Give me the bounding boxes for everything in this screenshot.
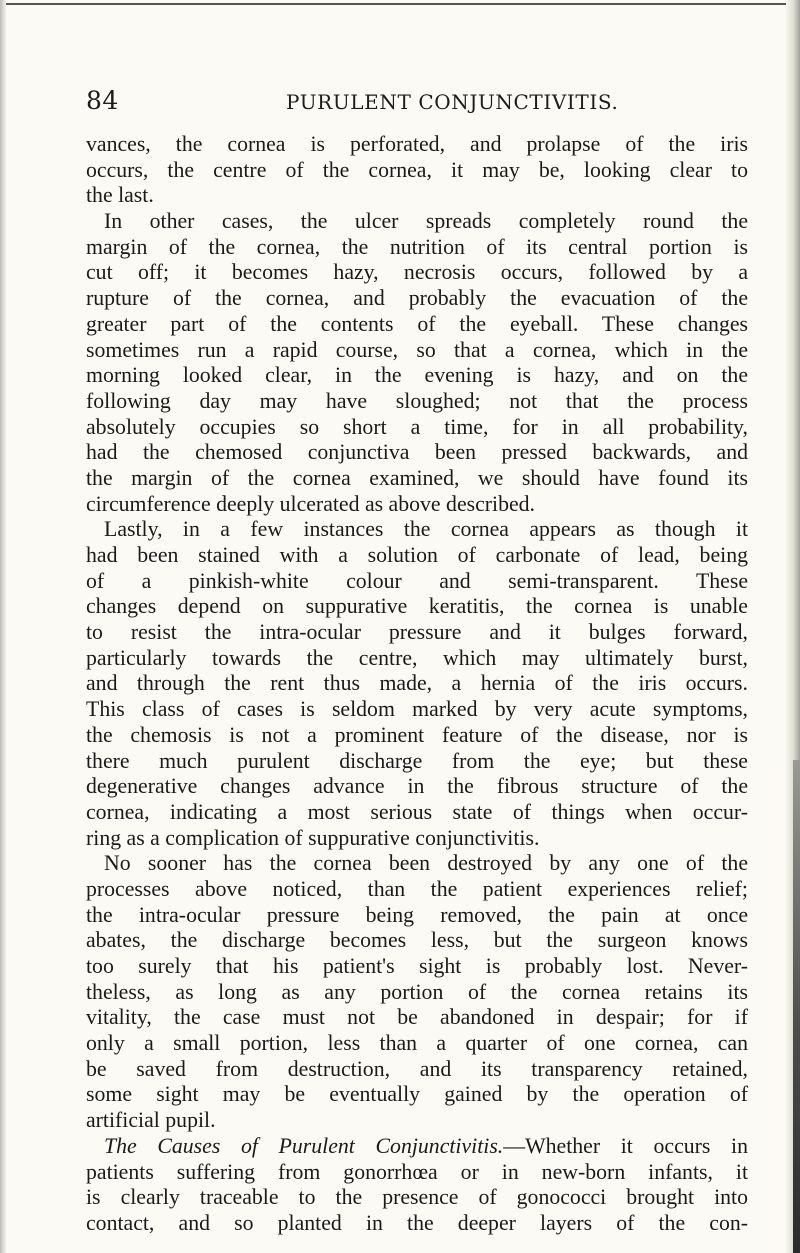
text-line: circumference deeply ulcerated as above described. — [86, 491, 536, 516]
text-line: some sight may be eventually gained by the operation of — [86, 1082, 748, 1107]
text-line: No sooner has the cornea been destroyed by any one of the — [104, 851, 748, 876]
text-line: cut off; it becomes hazy, necrosis occurs, followed by a — [86, 260, 748, 285]
text-line: is clearly traceable to the presence of gonococci brought into — [86, 1185, 748, 1210]
text-line: absolutely occupies so short a time, for in all probability, — [86, 414, 748, 439]
page-number: 84 — [86, 86, 119, 115]
running-head — [86, 84, 746, 120]
text-line: This class of cases is seldom marked by very acute symptoms, — [86, 697, 748, 722]
text-line: In other cases, the ulcer spreads completely round the — [104, 209, 748, 234]
text-line: particularly towards the centre, which may ultimately burst, — [86, 645, 748, 670]
text-line: there much purulent discharge from the eye; but these — [86, 748, 748, 773]
text-line: to resist the intra-ocular pressure and it bulges forward, — [86, 620, 748, 645]
text-line: Lastly, in a few instances the cornea appears as though it — [104, 517, 748, 542]
running-title: PURULENT CONJUNCTIVITIS. — [286, 90, 619, 114]
text-line: greater part of the contents of the eyeball. These changes — [86, 311, 748, 336]
text-line: vances, the cornea is perforated, and prolapse of the iris — [86, 132, 748, 156]
text-line: the chemosis is not a prominent feature of the disease, nor is — [86, 722, 748, 747]
text-line: sometimes run a rapid course, so that a cornea, which in the — [86, 337, 748, 362]
text-line: abates, the discharge becomes less, but the surgeon knows — [86, 928, 748, 953]
text-line: had been stained with a solution of carbonate of lead, being — [86, 543, 748, 567]
text-line: of a pinkish-white colour and semi-transparent. These — [86, 568, 748, 593]
text-line: following day may have sloughed; not that the process — [86, 388, 748, 413]
text-line: the last. — [86, 183, 154, 208]
page-gutter-shadow — [0, 0, 6, 1253]
section-heading: The Causes of Purulent Conjunctivitis. — [104, 1133, 504, 1158]
text-line: only a small portion, less than a quarter of one cornea, can — [86, 1031, 748, 1056]
text-line: had the chemosed conjunctiva been pressed backwards, and — [86, 440, 748, 465]
text-line: morning looked clear, in the evening is hazy, and on the — [86, 363, 748, 388]
text-line: patients suffering from gonorrhœa or in new-born infants, it — [86, 1159, 748, 1184]
top-edge-rule — [0, 3, 800, 5]
text-line: be saved from destruction, and its transparency retained, — [86, 1056, 748, 1081]
text-line: changes depend on suppurative keratitis, the cornea is unable — [86, 594, 748, 619]
text-line: occurs, the centre of the cornea, it may be, looking clear to — [86, 157, 748, 182]
text-line: artificial pupil. — [86, 1108, 216, 1133]
text-line: rupture of the cornea, and probably the evacuation of the — [86, 286, 748, 311]
text-line: and through the rent thus made, a hernia of the iris occurs. — [86, 671, 748, 696]
text-line: the margin of the cornea examined, we should have found its — [86, 465, 748, 490]
text-line: degenerative changes advance in the fibrous structure of the — [86, 774, 748, 799]
text-line: processes above noticed, than the patient experiences relief; — [86, 876, 748, 901]
page-edge-dark-shadow — [793, 760, 800, 1253]
section-heading-continuation: —Whether it occurs in — [503, 1133, 748, 1158]
section-heading-line — [86, 1134, 748, 1160]
text-line: ring as a complication of suppurative conjunctivitis. — [86, 825, 540, 850]
text-line: cornea, indicating a most serious state of things when occur- — [86, 799, 748, 824]
text-line: vitality, the case must not be abandoned in despair; for if — [86, 1005, 748, 1030]
text-line: margin of the cornea, the nutrition of its central portion is — [86, 234, 748, 259]
text-line: the intra-ocular pressure being removed, the pain at once — [86, 902, 748, 927]
body-text — [86, 132, 748, 1237]
text-line: too surely that his patient's sight is probably lost. Never- — [86, 954, 748, 978]
text-line: theless, as long as any portion of the cornea retains its — [86, 979, 748, 1004]
text-line: contact, and so planted in the deeper layers of the con- — [86, 1210, 748, 1235]
